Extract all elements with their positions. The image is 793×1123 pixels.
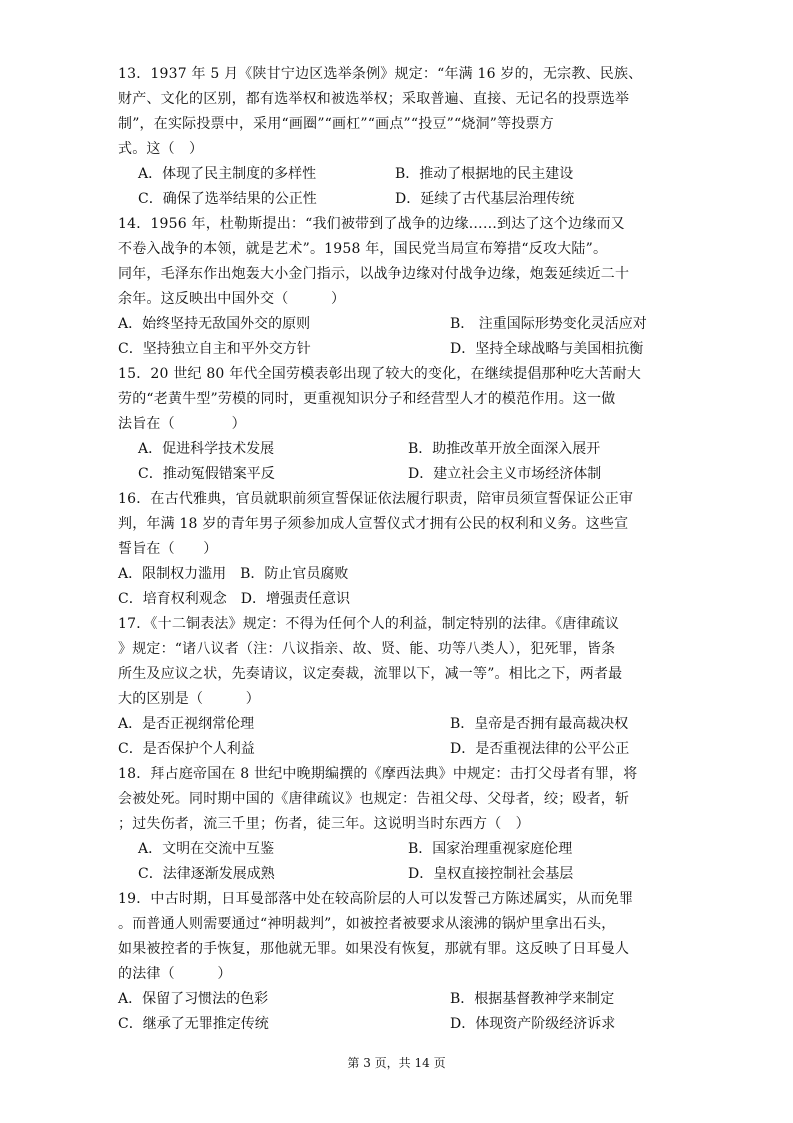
question-14-stem-line-2: 不卷入战争的本领，就是艺术”。1958 年，国民党当局宣布筹措“反攻大陆”。 xyxy=(118,241,608,257)
question-19-stem-line-3: 如果被控者的手恢复，那他就无罪。如果没有恢复，那就有罪。这反映了日耳曼人 xyxy=(118,941,630,957)
question-17-stem-line-2: 》规定：“诸八议者（注：八议指亲、故、贤、能、功等八类人），犯死罪，皆条 xyxy=(118,641,616,657)
question-13-stem-line-1: 13．1937 年 5 月《陕甘宁边区选举条例》规定：“年满 16 岁的，无宗教、民族、 xyxy=(118,66,643,82)
question-17-option-c[interactable]: C．是否保护个人利益 xyxy=(118,741,255,757)
question-18-option-a[interactable]: A．文明在交流中互鉴 xyxy=(138,841,275,857)
question-17-option-b[interactable]: B．皇帝是否拥有最高裁决权 xyxy=(450,716,629,732)
question-15-options-row-2 xyxy=(118,462,678,487)
question-14-stem-line-3: 同年，毛泽东作出炮轰大小金门指示，以战争边缘对付战争边缘，炮轰延续近二十 xyxy=(118,266,630,282)
question-19-options-row-1 xyxy=(118,987,678,1012)
question-16-stem-line-1: 16．在古代雅典，官员就职前须宣誓保证依法履行职责，陪审员须宣誓保证公正审 xyxy=(118,491,634,507)
question-13-options-row-2 xyxy=(118,187,678,212)
question-18-stem-line-2: 会被处死。同时期中国的《唐律疏议》也规定：告祖父母、父母者，绞；殴者，斩 xyxy=(118,791,630,807)
question-15-option-c[interactable]: C．推动冤假错案平反 xyxy=(138,466,275,482)
question-16-option-d[interactable]: D．增强责任意识 xyxy=(240,591,350,607)
question-13-stem-line-3: 制”，在实际投票中，采用“画圈”“画杠”“画点”“投豆”“烧洞”等投票方 xyxy=(118,116,554,132)
question-16-options-row-2 xyxy=(118,587,678,612)
question-19 xyxy=(118,887,678,1037)
question-19-option-d[interactable]: D．体现资产阶级经济诉求 xyxy=(450,1016,616,1032)
question-15-stem-line-3: 法旨在（ ） xyxy=(118,416,246,432)
question-16-option-c[interactable]: C．培育权利观念 xyxy=(118,591,227,607)
question-14-option-d[interactable]: D．坚持全球战略与美国相抗衡 xyxy=(450,341,644,357)
question-14-options-row-2 xyxy=(118,337,678,362)
question-19-stem-line-2: 。而普通人则需要通过“神明裁判”，如被控者被要求从滚沸的锅炉里拿出石头， xyxy=(118,916,616,932)
question-14-option-a[interactable]: A．始终坚持无敌国外交的原则 xyxy=(118,316,311,332)
question-14-stem-line-4: 余年。这反映出中国外交（ ） xyxy=(118,291,346,307)
question-14-stem-line-1: 14．1956 年，杜勒斯提出：“我们被带到了战争的边缘……到达了这个边缘而又 xyxy=(118,216,625,232)
question-19-stem-line-4: 的法律（ ） xyxy=(118,966,232,982)
question-13-stem-line-4: 式。这（ ） xyxy=(118,141,204,157)
question-13 xyxy=(118,62,678,212)
question-15 xyxy=(118,362,678,487)
question-18 xyxy=(118,762,678,887)
question-17-option-d[interactable]: D．是否重视法律的公平公正 xyxy=(450,741,630,757)
question-16 xyxy=(118,487,678,612)
question-17-stem-line-1: 17．《十二铜表法》规定：不得为任何个人的利益，制定特别的法律。《唐律疏议 xyxy=(118,616,620,632)
question-18-stem-line-1: 18．拜占庭帝国在 8 世纪中晚期编撰的《摩西法典》中规定：击打父母者有罪，将 xyxy=(118,766,638,782)
question-16-option-a[interactable]: A．限制权力滥用 xyxy=(118,566,227,582)
question-15-option-b[interactable]: B．助推改革开放全面深入展开 xyxy=(408,441,601,457)
question-14-option-b[interactable]: B． 注重国际形势变化灵活应对 xyxy=(450,316,647,332)
question-19-option-a[interactable]: A．保留了习惯法的色彩 xyxy=(118,991,269,1007)
question-13-options-row-1 xyxy=(118,162,678,187)
question-19-option-c[interactable]: C．继承了无罪推定传统 xyxy=(118,1016,269,1032)
question-16-options-row-1 xyxy=(118,562,678,587)
question-14-options-row-1 xyxy=(118,312,678,337)
question-13-option-a[interactable]: A．体现了民主制度的多样性 xyxy=(138,166,317,182)
question-14-option-c[interactable]: C．坚持独立自主和平外交方针 xyxy=(118,341,311,357)
question-18-option-c[interactable]: C．法律逐渐发展成熟 xyxy=(138,866,275,882)
question-15-options-row-1 xyxy=(118,437,678,462)
page-number-footer: 第 3 页，共 14 页 xyxy=(347,1056,446,1070)
question-17-option-a[interactable]: A．是否正视纲常伦理 xyxy=(118,716,255,732)
question-15-stem-line-1: 15．20 世纪 80 年代全国劳模表彰出现了较大的变化，在继续提倡那种吃大苦耐大 xyxy=(118,366,641,382)
question-17-options-row-2 xyxy=(118,737,678,762)
question-17-options-row-1 xyxy=(118,712,678,737)
question-13-option-c[interactable]: C．确保了选举结果的公正性 xyxy=(138,191,317,207)
question-18-options-row-1 xyxy=(118,837,678,862)
question-15-stem-line-2: 劳的“老黄牛型”劳模的同时，更重视知识分子和经营型人才的模范作用。这一做 xyxy=(118,391,616,407)
question-19-options-row-2 xyxy=(118,1012,678,1037)
question-17-stem-line-4: 大的区别是（ ） xyxy=(118,691,260,707)
question-18-option-d[interactable]: D．皇权直接控制社会基层 xyxy=(408,866,574,882)
question-19-stem-line-1: 19．中古时期，日耳曼部落中处在较高阶层的人可以发誓己方陈述属实，从而免罪 xyxy=(118,891,634,907)
question-15-option-d[interactable]: D．建立社会主义市场经济体制 xyxy=(408,466,602,482)
question-19-option-b[interactable]: B．根据基督教神学来制定 xyxy=(450,991,615,1007)
question-17-stem-line-3: 所生及应议之状，先奏请议，议定奏裁，流罪以下，减一等”。相比之下，两者最 xyxy=(118,666,623,682)
question-list xyxy=(118,62,678,1037)
question-16-option-b[interactable]: B．防止官员腐败 xyxy=(240,566,349,582)
question-14 xyxy=(118,212,678,362)
question-16-stem-line-2: 判，年满 18 岁的青年男子须参加成人宣誓仪式才拥有公民的权利和义务。这些宣 xyxy=(118,516,629,532)
question-18-stem-line-3: ；过失伤者，流三千里；伤者，徒三年。这说明当时东西方（ ） xyxy=(118,816,530,832)
question-13-option-d[interactable]: D．延续了古代基层治理传统 xyxy=(395,191,575,207)
question-15-option-a[interactable]: A．促进科学技术发展 xyxy=(138,441,275,457)
question-18-options-row-2 xyxy=(118,862,678,887)
question-13-option-b[interactable]: B．推动了根据地的民主建设 xyxy=(395,166,574,182)
question-13-stem-line-2: 财产、文化的区别，都有选举权和被选举权；采取普遍、直接、无记名的投票选举 xyxy=(118,91,630,107)
question-16-stem-line-3: 誓旨在（ ） xyxy=(118,541,218,557)
question-18-option-b[interactable]: B．国家治理重视家庭伦理 xyxy=(408,841,573,857)
question-17 xyxy=(118,612,678,762)
